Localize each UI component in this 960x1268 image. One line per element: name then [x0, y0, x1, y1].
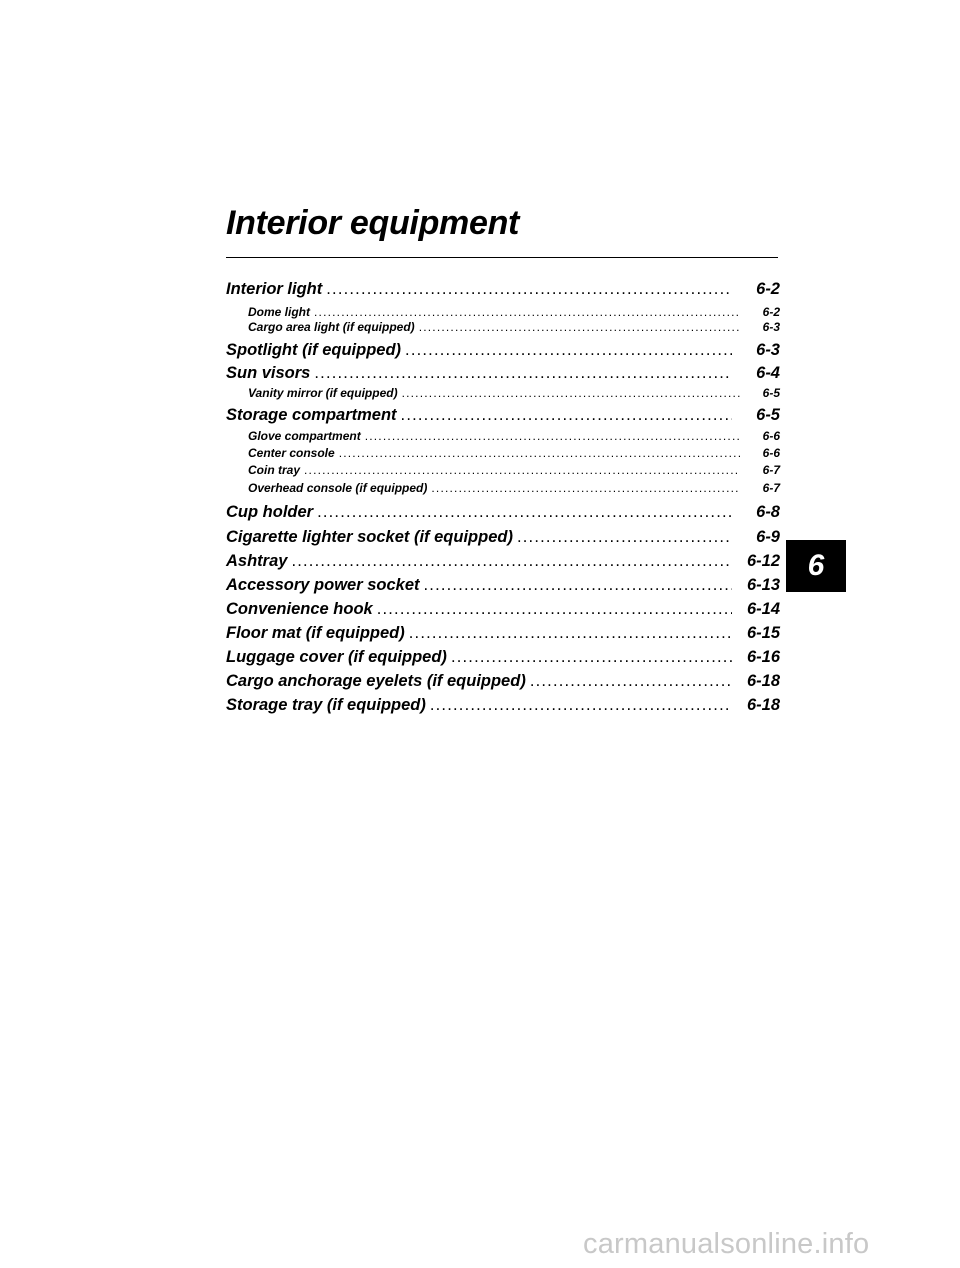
toc-entry-label: Cargo area light (if equipped)	[248, 320, 415, 334]
toc-entry-label: Convenience hook	[226, 600, 373, 618]
toc-dot-leader	[431, 481, 740, 495]
toc-entry-page: 6-9	[756, 528, 780, 546]
title-divider	[226, 257, 778, 258]
toc-entry-page: 6-15	[746, 624, 780, 642]
toc-entry-label: Dome light	[248, 305, 310, 319]
toc-entry-page: 6-14	[746, 600, 780, 618]
toc-entry-accessory-power-socket[interactable]	[226, 576, 780, 598]
toc-entry-page: 6-3	[762, 320, 780, 334]
toc-entry-sun-visors[interactable]	[226, 364, 780, 386]
toc-entry-page: 6-8	[756, 503, 780, 521]
toc-entry-label: Cup holder	[226, 503, 314, 521]
toc-entry-coin-tray[interactable]	[248, 463, 780, 479]
toc-entry-spotlight[interactable]	[226, 341, 780, 363]
toc-entry-overhead-console[interactable]	[248, 481, 780, 497]
toc-dot-leader	[405, 341, 732, 360]
toc-entry-label: Ashtray	[226, 552, 288, 570]
toc-entry-cup-holder[interactable]	[226, 503, 780, 525]
toc-dot-leader	[451, 648, 732, 667]
toc-entry-page: 6-18	[746, 672, 780, 690]
toc-entry-label: Floor mat (if equipped)	[226, 624, 405, 642]
toc-dot-leader	[419, 320, 740, 334]
toc-entry-center-console[interactable]	[248, 446, 780, 462]
toc-dot-leader	[402, 386, 740, 400]
toc-dot-leader	[317, 503, 732, 522]
toc-entry-convenience-hook[interactable]	[226, 600, 780, 622]
chapter-tab: 6	[786, 540, 846, 592]
toc-dot-leader	[365, 429, 740, 443]
toc-entry-page: 6-7	[762, 481, 780, 495]
toc-entry-label: Storage tray (if equipped)	[226, 696, 426, 714]
toc-dot-leader	[409, 624, 732, 643]
toc-entry-interior-light[interactable]	[226, 280, 780, 302]
toc-entry-page: 6-7	[762, 463, 780, 477]
toc-entry-page: 6-5	[756, 406, 780, 424]
toc-entry-page: 6-13	[746, 576, 780, 594]
toc-entry-page: 6-3	[756, 341, 780, 359]
toc-entry-page: 6-2	[762, 305, 780, 319]
toc-entry-label: Overhead console (if equipped)	[248, 481, 428, 495]
toc-entry-page: 6-12	[746, 552, 780, 570]
toc-dot-leader	[314, 305, 740, 319]
toc-entry-dome-light[interactable]	[248, 305, 780, 321]
toc-dot-leader	[401, 406, 732, 425]
toc-dot-leader	[326, 280, 732, 299]
toc-entry-vanity-mirror[interactable]	[248, 386, 780, 402]
toc-entry-page: 6-5	[762, 386, 780, 400]
toc-entry-page: 6-6	[762, 429, 780, 443]
toc-entry-cigarette-lighter-socket[interactable]	[226, 528, 780, 550]
toc-entry-label: Glove compartment	[248, 429, 361, 443]
toc-dot-leader	[314, 364, 732, 383]
toc-entry-page: 6-16	[746, 648, 780, 666]
toc-entry-label: Storage compartment	[226, 406, 397, 424]
toc-entry-page: 6-6	[762, 446, 780, 460]
toc-entry-label: Cargo anchorage eyelets (if equipped)	[226, 672, 526, 690]
toc-dot-leader	[424, 576, 732, 595]
toc-entry-cargo-area-light[interactable]	[248, 320, 780, 336]
toc-entry-label: Vanity mirror (if equipped)	[248, 386, 398, 400]
toc-entry-storage-tray[interactable]	[226, 696, 780, 718]
toc-dot-leader	[517, 528, 732, 547]
toc-entry-label: Center console	[248, 446, 335, 460]
toc-entry-ashtray[interactable]	[226, 552, 780, 574]
watermark: carmanualsonline.info	[583, 1228, 870, 1260]
toc-dot-leader	[430, 696, 732, 715]
toc-entry-glove-compartment[interactable]	[248, 429, 780, 445]
page-title: Interior equipment	[226, 204, 520, 242]
toc-dot-leader	[339, 446, 740, 460]
toc-entry-cargo-anchorage-eyelets[interactable]	[226, 672, 780, 694]
toc-entry-page: 6-4	[756, 364, 780, 382]
toc-dot-leader	[530, 672, 732, 691]
toc-entry-label: Accessory power socket	[226, 576, 420, 594]
toc-entry-page: 6-18	[746, 696, 780, 714]
toc-entry-label: Luggage cover (if equipped)	[226, 648, 447, 666]
toc-entry-label: Cigarette lighter socket (if equipped)	[226, 528, 513, 546]
toc-dot-leader	[377, 600, 732, 619]
toc-entry-label: Coin tray	[248, 463, 301, 477]
toc-entry-luggage-cover[interactable]	[226, 648, 780, 670]
toc-entry-label: Sun visors	[226, 364, 311, 382]
toc-entry-label: Spotlight (if equipped)	[226, 341, 402, 359]
toc-entry-label: Interior light	[226, 280, 323, 298]
toc-entry-floor-mat[interactable]	[226, 624, 780, 646]
toc-entry-page: 6-2	[756, 280, 780, 298]
toc-dot-leader	[304, 463, 740, 477]
toc-dot-leader	[291, 552, 732, 571]
toc-entry-storage-compartment[interactable]	[226, 406, 780, 428]
